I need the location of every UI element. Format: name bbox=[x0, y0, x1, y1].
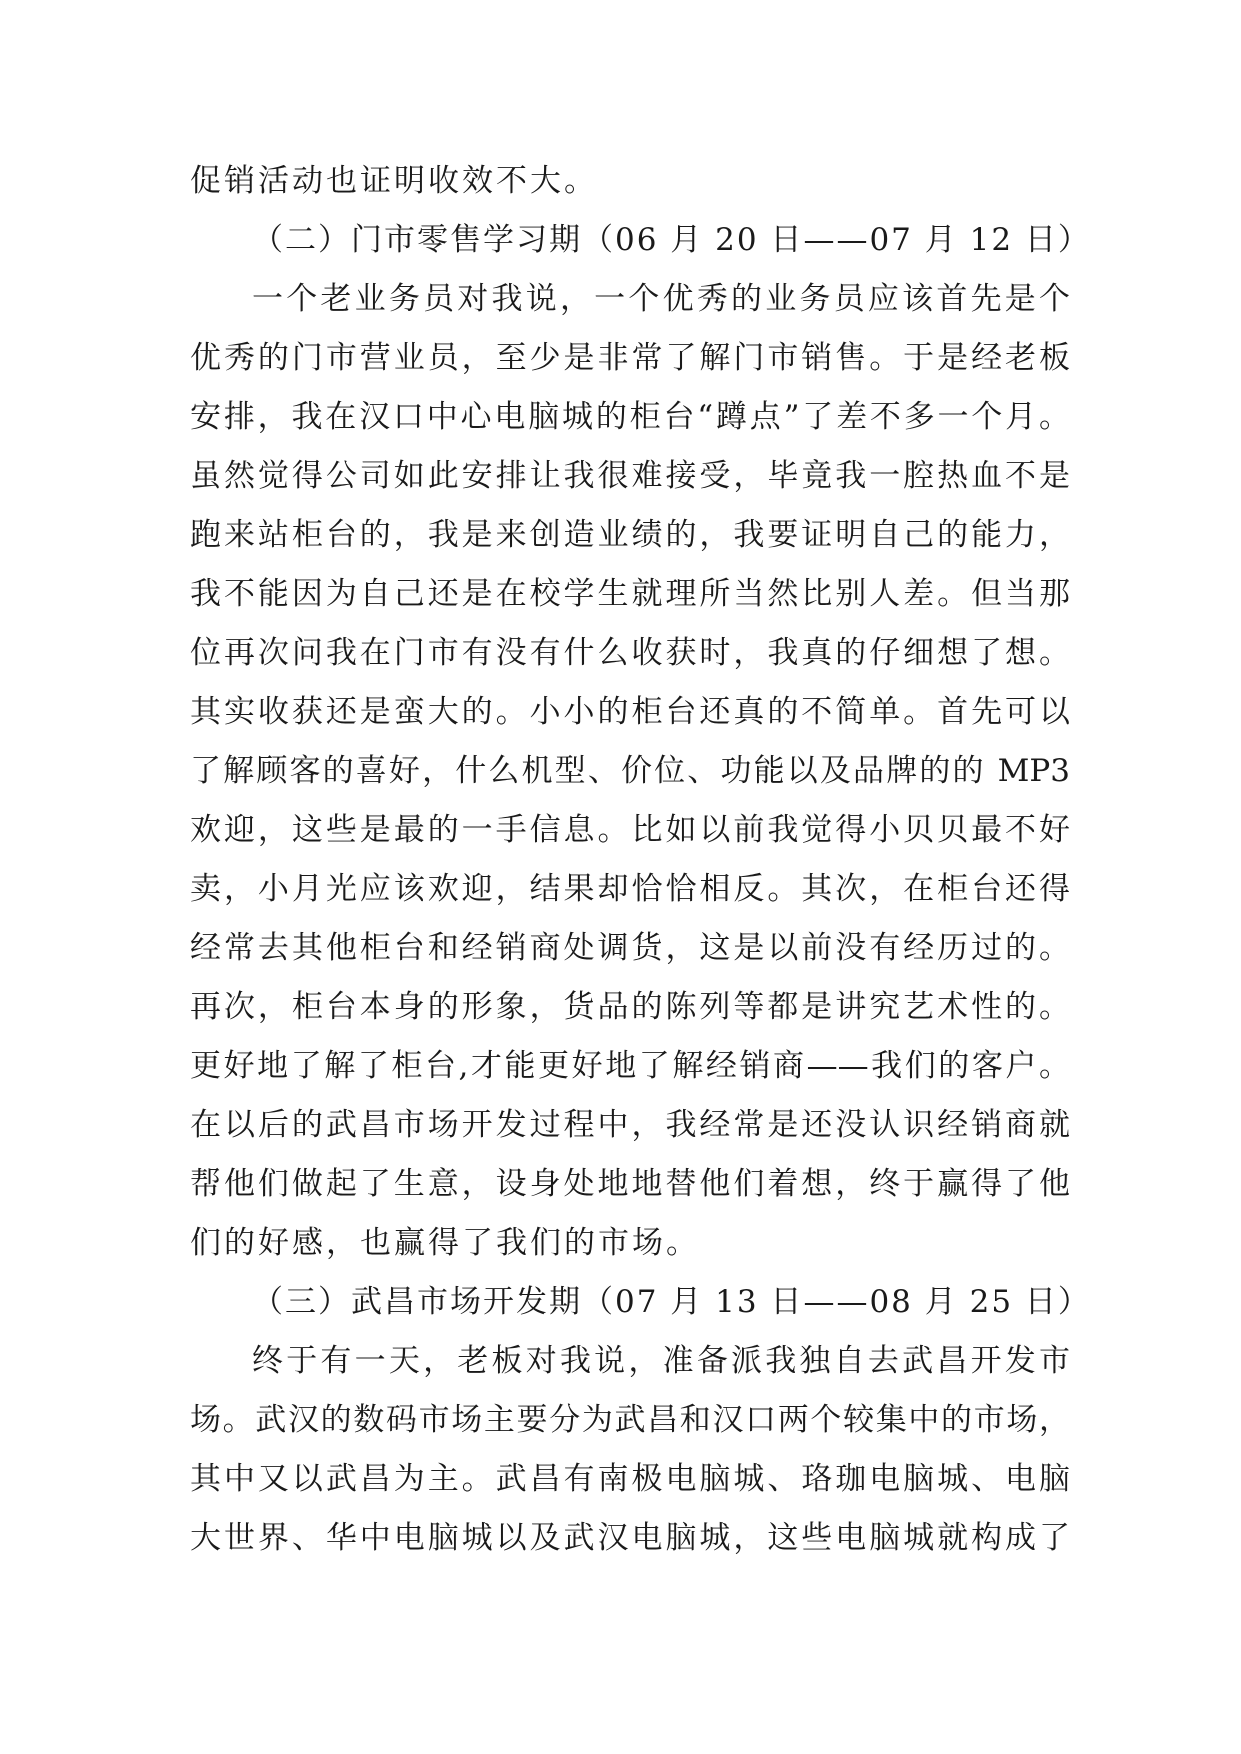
paragraph-line: 位再次问我在门市有没有什么收获时，我真的仔细想了想。 bbox=[190, 635, 1070, 671]
paragraph-line: 安排，我在汉口中心电脑城的柜台“蹲点”了差不多一个月。 bbox=[190, 399, 1070, 435]
paragraph-line: 在以后的武昌市场开发过程中，我经常是还没认识经销商就 bbox=[190, 1107, 1070, 1143]
paragraph-line: 们的好感，也赢得了我们的市场。 bbox=[190, 1225, 700, 1261]
paragraph-line: 欢迎，这些是最的一手信息。比如以前我觉得小贝贝最不好 bbox=[190, 812, 1070, 848]
paragraph-line: 终于有一天，老板对我说，准备派我独自去武昌开发市 bbox=[252, 1343, 1070, 1379]
section-heading-3: （三）武昌市场开发期（07 月 13 日——08 月 25 日） bbox=[252, 1284, 1091, 1320]
paragraph-line: 经常去其他柜台和经销商处调货，这是以前没有经历过的。 bbox=[190, 930, 1070, 966]
paragraph-line: 其实收获还是蛮大的。小小的柜台还真的不简单。首先可以 bbox=[190, 694, 1070, 730]
body-text bbox=[190, 152, 1091, 1568]
paragraph-line: 更好地了解了柜台,才能更好地了解经销商——我们的客户。 bbox=[190, 1048, 1070, 1084]
paragraph-line: 场。武汉的数码市场主要分为武昌和汉口两个较集中的市场， bbox=[190, 1402, 1070, 1438]
paragraph-line: 优秀的门市营业员，至少是非常了解门市销售。于是经老板 bbox=[190, 340, 1070, 376]
paragraph-line: 卖，小月光应该欢迎，结果却恰恰相反。其次，在柜台还得 bbox=[190, 871, 1070, 907]
paragraph-line: 再次，柜台本身的形象，货品的陈列等都是讲究艺术性的。 bbox=[190, 989, 1070, 1025]
paragraph-line: 大世界、华中电脑城以及武汉电脑城，这些电脑城就构成了 bbox=[190, 1520, 1070, 1556]
paragraph-line: 了解顾客的喜好，什么机型、价位、功能以及品牌的的 MP3 bbox=[190, 753, 1070, 789]
paragraph-line: 帮他们做起了生意，设身处地地替他们着想，终于赢得了他 bbox=[190, 1166, 1070, 1202]
paragraph-line: 其中又以武昌为主。武昌有南极电脑城、珞珈电脑城、电脑 bbox=[190, 1461, 1070, 1497]
paragraph-line: 我不能因为自己还是在校学生就理所当然比别人差。但当那 bbox=[190, 576, 1070, 612]
paragraph-line: 跑来站柜台的，我是来创造业绩的，我要证明自己的能力， bbox=[190, 517, 1070, 553]
section-heading-2: （二）门市零售学习期（06 月 20 日——07 月 12 日） bbox=[252, 222, 1091, 258]
paragraph-line: 促销活动也证明收效不大。 bbox=[190, 163, 598, 199]
paragraph-line: 虽然觉得公司如此安排让我很难接受，毕竟我一腔热血不是 bbox=[190, 458, 1070, 494]
paragraph-line: 一个老业务员对我说，一个优秀的业务员应该首先是个 bbox=[252, 281, 1070, 317]
